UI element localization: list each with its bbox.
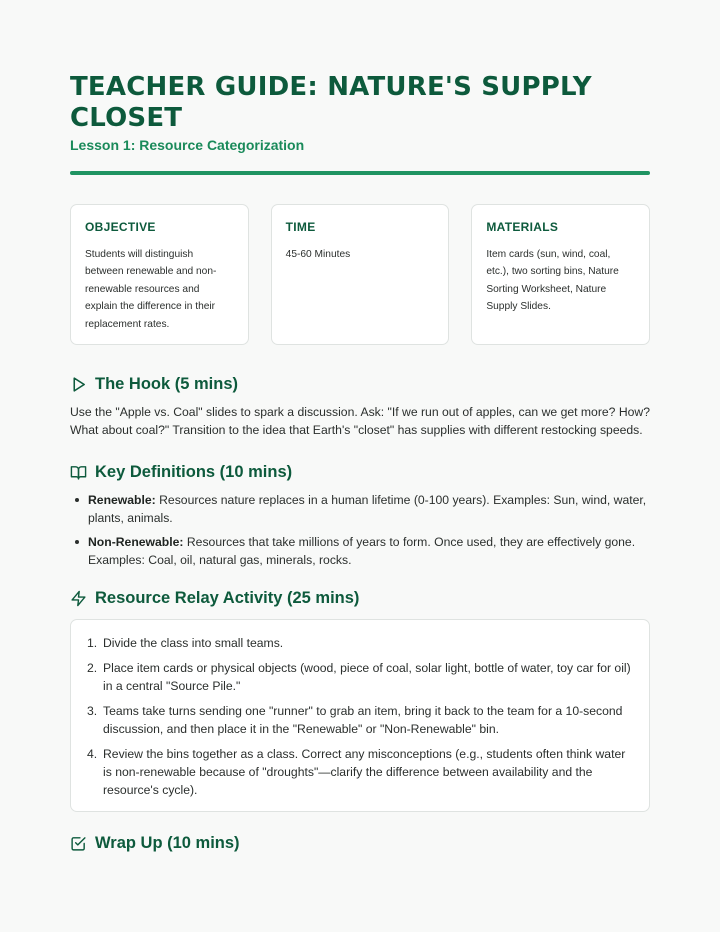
step-number: 4. [87, 747, 98, 761]
wrap-up-section-heading [70, 834, 650, 853]
wrap-up-section-title: Wrap Up (10 mins) [95, 834, 240, 852]
materials-card [471, 204, 650, 345]
step-text: Review the bins together as a class. Correct any misconceptions (e.g., students often think water is non-renewable because of "droughts"—clarify the difference between availability and the resource's cycle). [103, 747, 626, 797]
checkbox-icon [70, 835, 87, 852]
relay-activity-box [70, 619, 650, 812]
step-text: Teams take turns sending one "runner" to grab an item, bring it back to the team for a 10-second discussion, and then place it in the "Renewable" or "Non-Renewable" bin. [103, 704, 623, 736]
relay-step [87, 659, 633, 695]
step-text: Place item cards or physical objects (wood, piece of coal, solar light, bottle of water, toy car for oil) in a central "Source Pile." [103, 661, 631, 693]
time-card-heading: TIME [285, 220, 316, 234]
definitions-list [70, 491, 650, 569]
play-icon [70, 376, 87, 393]
definitions-section-heading [70, 463, 650, 482]
objective-card-heading: OBJECTIVE [85, 220, 156, 234]
definition-term: Renewable: [88, 493, 156, 507]
objective-card [70, 204, 249, 345]
time-card [271, 204, 450, 345]
definition-text: Resources nature replaces in a human lifetime (0-100 years). Examples: Sun, wind, water, plants, animals. [88, 493, 647, 525]
relay-steps-list [87, 634, 633, 799]
book-open-icon [70, 464, 87, 481]
relay-step [87, 702, 633, 738]
materials-card-heading: MATERIALS [486, 220, 559, 234]
definition-text: Resources that take millions of years to form. Once used, they are effectively gone. Examples: Coal, oil, natural gas, minerals, rocks. [88, 535, 636, 567]
time-card-body: 45-60 Minutes [285, 249, 351, 260]
header-divider [70, 171, 650, 175]
teacher-guide-page [0, 72, 720, 932]
definition-term: Non-Renewable: [88, 535, 184, 549]
step-number: 2. [87, 661, 98, 675]
relay-section-heading [70, 589, 650, 608]
step-text: Divide the class into small teams. [103, 636, 284, 650]
objective-card-body: Students will distinguish between renewable and non-renewable resources and explain the difference in their replacement rates. [85, 249, 217, 330]
definitions-section-title: Key Definitions (10 mins) [95, 463, 293, 481]
step-number: 3. [87, 704, 98, 718]
hook-text: Use the "Apple vs. Coal" slides to spark a discussion. Ask: "If we run out of apples, can we get more? How? What about coal?" Transition to the idea that Earth's "closet" has supplies with different restocking speeds. [70, 405, 650, 437]
page-title: TEACHER GUIDE: NATURE'S SUPPLY CLOSET [70, 72, 592, 133]
definition-item-renewable [70, 491, 650, 527]
materials-card-body: Item cards (sun, wind, coal, etc.), two sorting bins, Nature Sorting Worksheet, Nature Supply Slides. [486, 249, 619, 313]
summary-cards [70, 204, 650, 345]
relay-step [87, 634, 633, 652]
hook-section-title: The Hook (5 mins) [95, 375, 239, 393]
hook-section-heading [70, 375, 650, 394]
relay-section-title: Resource Relay Activity (25 mins) [95, 589, 360, 607]
step-number: 1. [87, 636, 98, 650]
definition-item-non-renewable [70, 533, 650, 569]
lesson-subtitle: Lesson 1: Resource Categorization [70, 137, 305, 153]
lightning-icon [70, 590, 87, 607]
relay-step [87, 745, 633, 799]
